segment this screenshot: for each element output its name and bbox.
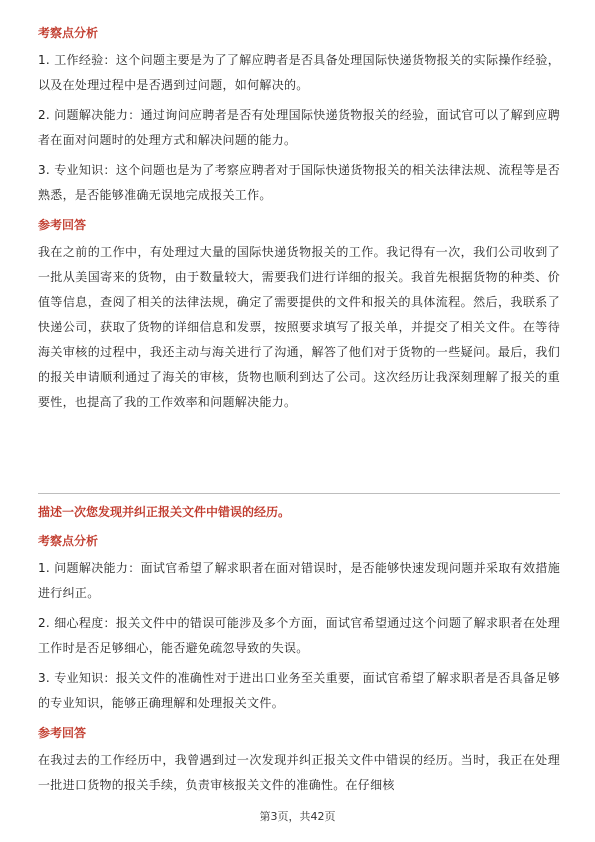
page-number: 第3页，共42页 (259, 810, 336, 823)
analysis-item: 3. 专业知识：这个问题也是为了考察应聘者对于国际快递货物报关的相关法律法规、流程等是否熟悉，是否能够准确无误地完成报关工作。 (38, 163, 560, 202)
section-2 (38, 532, 560, 803)
answer-heading: 参考回答 (38, 726, 87, 740)
answer-heading: 参考回答 (38, 218, 87, 232)
analysis-item: 2. 问题解决能力：通过询问应聘者是否有处理国际快递货物报关的经验，面试官可以了解到应聘者在面对问题时的处理方式和解决问题的能力。 (38, 108, 560, 147)
analysis-item: 1. 问题解决能力：面试官希望了解求职者在面对错误时，是否能够快速发现问题并采取有效措施进行纠正。 (38, 561, 560, 600)
analysis-heading: 考察点分析 (38, 534, 99, 548)
analysis-item: 2. 细心程度：报关文件中的错误可能涉及多个方面，面试官希望通过这个问题了解求职者在处理工作时是否足够细心，能否避免疏忽导致的失误。 (38, 616, 560, 655)
analysis-heading: 考察点分析 (38, 26, 99, 40)
section-divider (38, 493, 560, 494)
answer-text: 我在之前的工作中，有处理过大量的国际快递货物报关的工作。我记得有一次，我们公司收到了一批从美国寄来的货物，由于数量较大，需要我们进行详细的报关。我首先根据货物的种类、价值等信息，查阅了相关的法律法规，确定了需要提供的文件和报关的具体流程。然后，我联系了快递公司，获取了货物的详细信息和发票，按照要求填写了报关单，并提交了相关文件。在等待海关审核的过程中，我还主动与海关进行了沟通，解答了他们对于货物的一些疑问。最后，我们的报关申请顺利通过了海关的审核，货物也顺利到达了公司。这次经历让我深刻理解了报关的重要性，也提高了我的工作效率和问题解决能力。 (38, 245, 560, 409)
analysis-item: 3. 专业知识：报关文件的准确性对于进出口业务至关重要，面试官希望了解求职者是否具备足够的专业知识，能够正确理解和处理报关文件。 (38, 671, 560, 710)
section-1 (38, 24, 560, 420)
answer-text: 在我过去的工作经历中，我曾遇到过一次发现并纠正报关文件中错误的经历。当时，我正在处理一批进口货物的报关手续，负责审核报关文件的准确性。在仔细核 (38, 753, 560, 792)
question-title: 描述一次您发现并纠正报关文件中错误的经历。 (38, 505, 291, 519)
analysis-item: 1. 工作经验：这个问题主要是为了了解应聘者是否具备处理国际快递货物报关的实际操作经验，以及在处理过程中是否遇到过问题，如何解决的。 (38, 53, 560, 92)
